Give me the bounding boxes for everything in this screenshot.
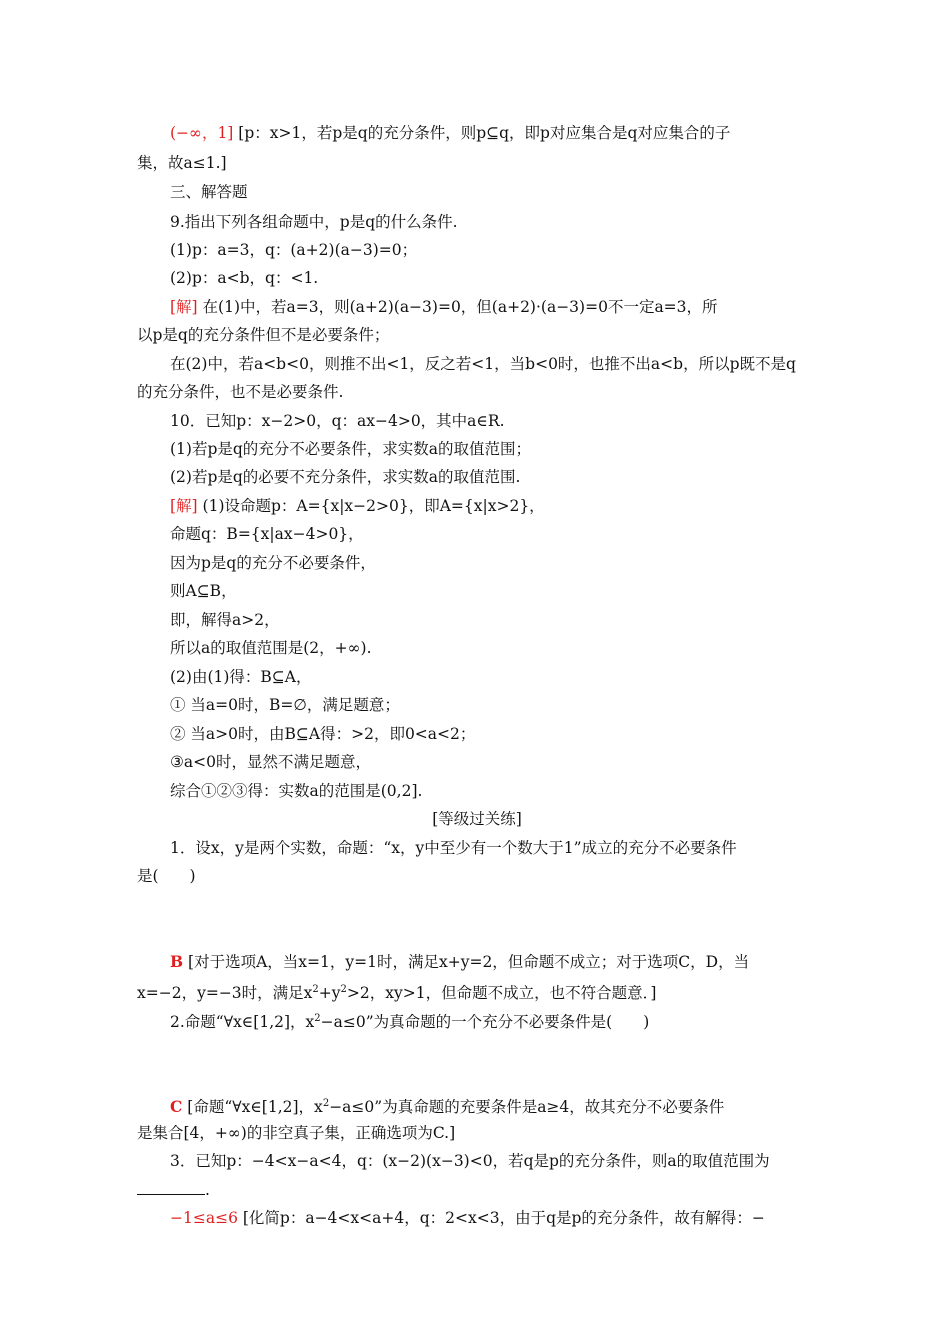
- text-line: x=−2，y=−3时，满足$x^2+y^2>2$，xy>1，但命题不成立，也不符合题意．]: [137, 984, 657, 1003]
- text-line: 所以a的取值范围是(2，+∞).: [170, 639, 372, 657]
- answer-explanation: [对于选项A，当x=1，y=1时，满足x+y=2，但命题不成立；对于选项C，D，当: [183, 953, 750, 971]
- text-line: 则A⊆B，: [170, 582, 237, 600]
- text-line: 在(2)中，若a<b<0，则推不出<1，反之若<1，当b<0时，也推不出a<b，所以p既不是q: [170, 355, 796, 373]
- question-9: 9.指出下列各组命题中，p是q的什么条件.: [170, 213, 458, 231]
- text-line: 以p是q的充分条件但不是必要条件；: [137, 326, 390, 344]
- answer-line-3: [170, 1207, 850, 1229]
- exercise-2: 2.命题“∀x∈[1,2]，$x^2-a\le 0$”为真命题的一个充分不必要条件是( ): [170, 1013, 650, 1032]
- text-line: 即，解得a>2，: [170, 611, 280, 629]
- question-9-part-1: (1)p：a=3，q：(a+2)(a−3)=0；: [170, 241, 418, 259]
- exercise-3: 3．已知p：−4<x−a<4，q：(x−2)(x−3)<0，若q是p的充分条件，则a的取值范围为: [170, 1152, 770, 1170]
- text-line: 因为p是q的充分不必要条件，: [170, 554, 376, 572]
- text-line: ② 当a>0时，由B⊆A得：>2，即0<a<2；: [170, 725, 476, 743]
- solution-tag: [解]: [170, 298, 198, 316]
- text-line: 综合①②③得：实数a的范围是(0,2].: [170, 782, 423, 800]
- answer-value: B: [170, 952, 184, 971]
- answer-explanation: [p：x>1，若p是q的充分条件，则p⊆q，即p对应集合是q对应集合的子: [233, 124, 731, 142]
- solution-9-line: [170, 296, 850, 318]
- text-line: (2)由(1)得：B⊆A，: [170, 668, 312, 686]
- text-line: 集，故a≤1.]: [137, 154, 227, 172]
- text-line: 命题q：B={x|ax−4>0}，: [170, 525, 364, 543]
- answer-value: (−∞，1]: [170, 124, 234, 142]
- answer-value: −1≤a≤6: [170, 1209, 238, 1227]
- answer-line-2: C [命题“∀x∈[1,2]，$x^2-a\le 0$”为真命题的充要条件是a≥4，故其充分不必要条件: [170, 1097, 725, 1117]
- text-line: 的充分条件，也不是必要条件.: [137, 383, 344, 401]
- exercise-1: 1．设x，y是两个实数，命题：“x，y中至少有一个数大于1”成立的充分不必要条件: [170, 839, 737, 857]
- question-10-part-1: (1)若p是q的充分不必要条件，求实数a的取值范围；: [170, 440, 532, 458]
- question-9-part-2: (2)p：a<b，q：<1.: [170, 269, 319, 287]
- text-line: 是( ): [137, 867, 196, 885]
- text-line: 是集合[4，+∞)的非空真子集，正确选项为C.]: [137, 1124, 456, 1142]
- text-line: ③a<0时，显然不满足题意，: [170, 753, 371, 771]
- answer-line-1: [170, 951, 850, 973]
- answer-explanation: [化简p：a−4<x<a+4，q：2<x<3，由于q是p的充分条件，故有解得：−: [237, 1209, 765, 1227]
- answer-blank: [137, 1180, 205, 1195]
- answer-value: C: [170, 1097, 183, 1117]
- solution-tag: [解]: [170, 497, 198, 515]
- answer-line-8: [170, 122, 850, 144]
- text-line: ① 当a=0时，B=∅，满足题意；: [170, 696, 400, 714]
- solution-10-line: [170, 495, 850, 517]
- question-10-part-2: (2)若p是q的必要不充分条件，求实数a的取值范围.: [170, 468, 521, 486]
- solution-text: (1)设命题p：A={x|x−2>0}，即A={x|x>2}，: [197, 497, 545, 515]
- question-10: 10．已知p：x−2>0，q：ax−4>0，其中a∈R.: [170, 412, 505, 430]
- section-heading: [等级过关练]: [432, 810, 522, 828]
- solution-text: 在(1)中，若a=3，则(a+2)(a−3)=0，但(a+2)·(a−3)=0不一定a=3，所: [197, 298, 718, 316]
- section-heading: 三、解答题: [170, 183, 248, 201]
- fill-blank-line: .: [137, 1179, 817, 1201]
